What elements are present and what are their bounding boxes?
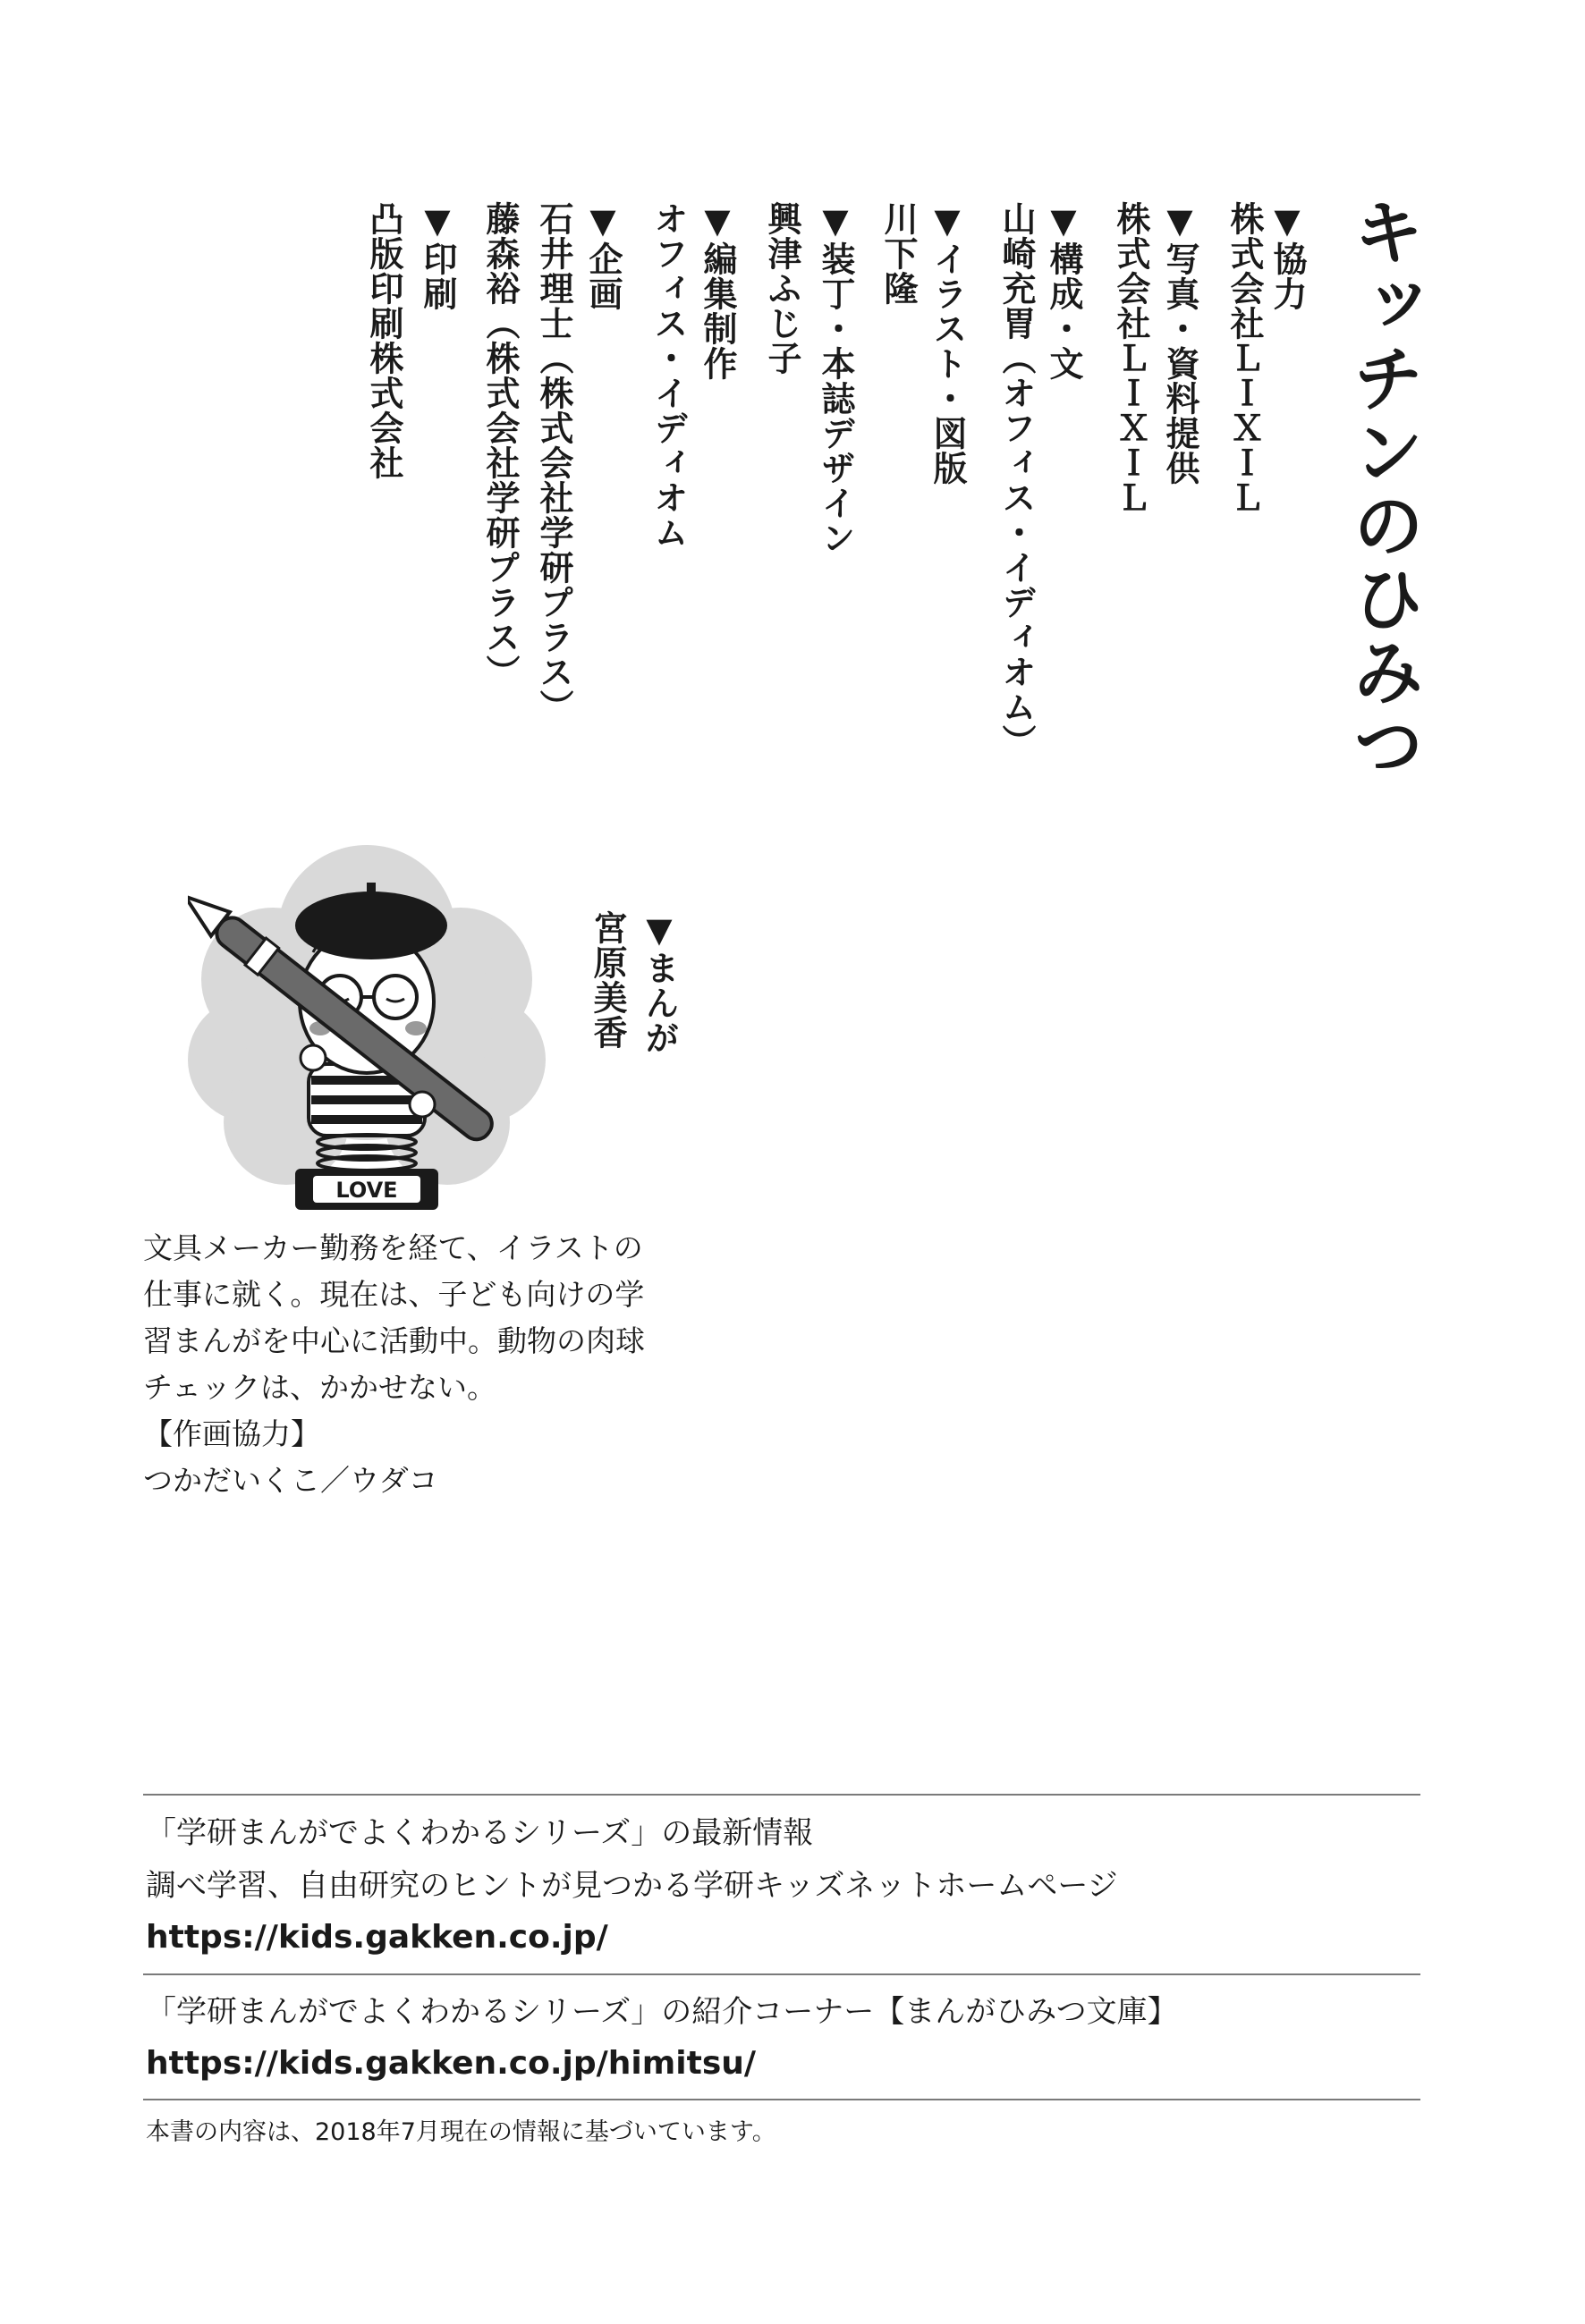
- book-title: キッチンのひみつ: [1341, 195, 1424, 782]
- credit-heading-design: ▼装丁・本誌デザイン: [816, 201, 855, 555]
- content-date-note: 本書の内容は、2018年7月現在の情報に基づいています。: [146, 2118, 776, 2146]
- author-portrait-illustration: [188, 836, 546, 1212]
- author-name: 宮原美香: [588, 910, 627, 1050]
- credit-heading-printing: ▼印刷: [418, 201, 457, 311]
- latest-info-heading: 「学研まんがでよくわかるシリーズ」の最新情報: [146, 1815, 814, 1851]
- author-bio-line: 文具メーカー勤務を経て、イラストの: [143, 1230, 643, 1265]
- assist-heading: 【作画協力】: [143, 1416, 320, 1451]
- divider-middle: [143, 1973, 1420, 1975]
- credit-cooperation-company: 株式会社ＬＩＸＩＬ: [1225, 201, 1264, 515]
- credit-heading-cooperation: ▼協力: [1267, 201, 1307, 311]
- corner-url[interactable]: https://kids.gakken.co.jp/himitsu/: [146, 2045, 757, 2082]
- credit-planner-1: 石井理士（株式会社学研プラス）: [534, 201, 573, 724]
- latest-info-url[interactable]: https://kids.gakken.co.jp/: [146, 1919, 608, 1956]
- credit-heading-editing: ▼編集制作: [698, 201, 737, 381]
- author-bio-line: 習まんがを中心に活動中。動物の肉球: [143, 1323, 645, 1358]
- credit-editor: オフィス・イディオム: [648, 201, 688, 550]
- credit-photos-company: 株式会社ＬＩＸＩＬ: [1111, 201, 1150, 515]
- author-bio-box: [143, 1225, 680, 1504]
- author-portrait-svg: [188, 836, 546, 1212]
- credit-printer: 凸版印刷株式会社: [364, 201, 403, 480]
- credit-illustrator: 川下隆: [878, 201, 918, 306]
- credit-heading-writing: ▼構成・文: [1044, 201, 1083, 381]
- credit-heading-planning: ▼企画: [583, 201, 623, 311]
- assist-names: つかだいくこ／ウダコ: [143, 1463, 438, 1498]
- divider-top: [143, 1794, 1420, 1796]
- pedestal-badge: LOVE: [335, 1178, 398, 1203]
- divider-bottom: [143, 2099, 1420, 2100]
- credit-designer: 興津ふじ子: [762, 201, 801, 376]
- author-bio-line: チェックは、かかせない。: [143, 1370, 497, 1405]
- latest-info-description: 調べ学習、自由研究のヒントが見つかる学研キッズネットホームページ: [146, 1868, 1118, 1904]
- author-role: ▼まんが: [640, 910, 679, 1055]
- credit-planner-2: 藤森裕（株式会社学研プラス）: [480, 201, 520, 689]
- author-bio-line: 仕事に就く。現在は、子ども向けの学: [143, 1277, 645, 1312]
- credit-writer: 山崎充胃（オフィス・イディオム）: [996, 201, 1036, 759]
- corner-heading: 「学研まんがでよくわかるシリーズ」の紹介コーナー【まんがひみつ文庫】: [146, 1994, 1178, 2030]
- credit-heading-illustration: ▼イラスト・図版: [928, 201, 967, 486]
- credit-heading-photos: ▼写真・資料提供: [1160, 201, 1199, 486]
